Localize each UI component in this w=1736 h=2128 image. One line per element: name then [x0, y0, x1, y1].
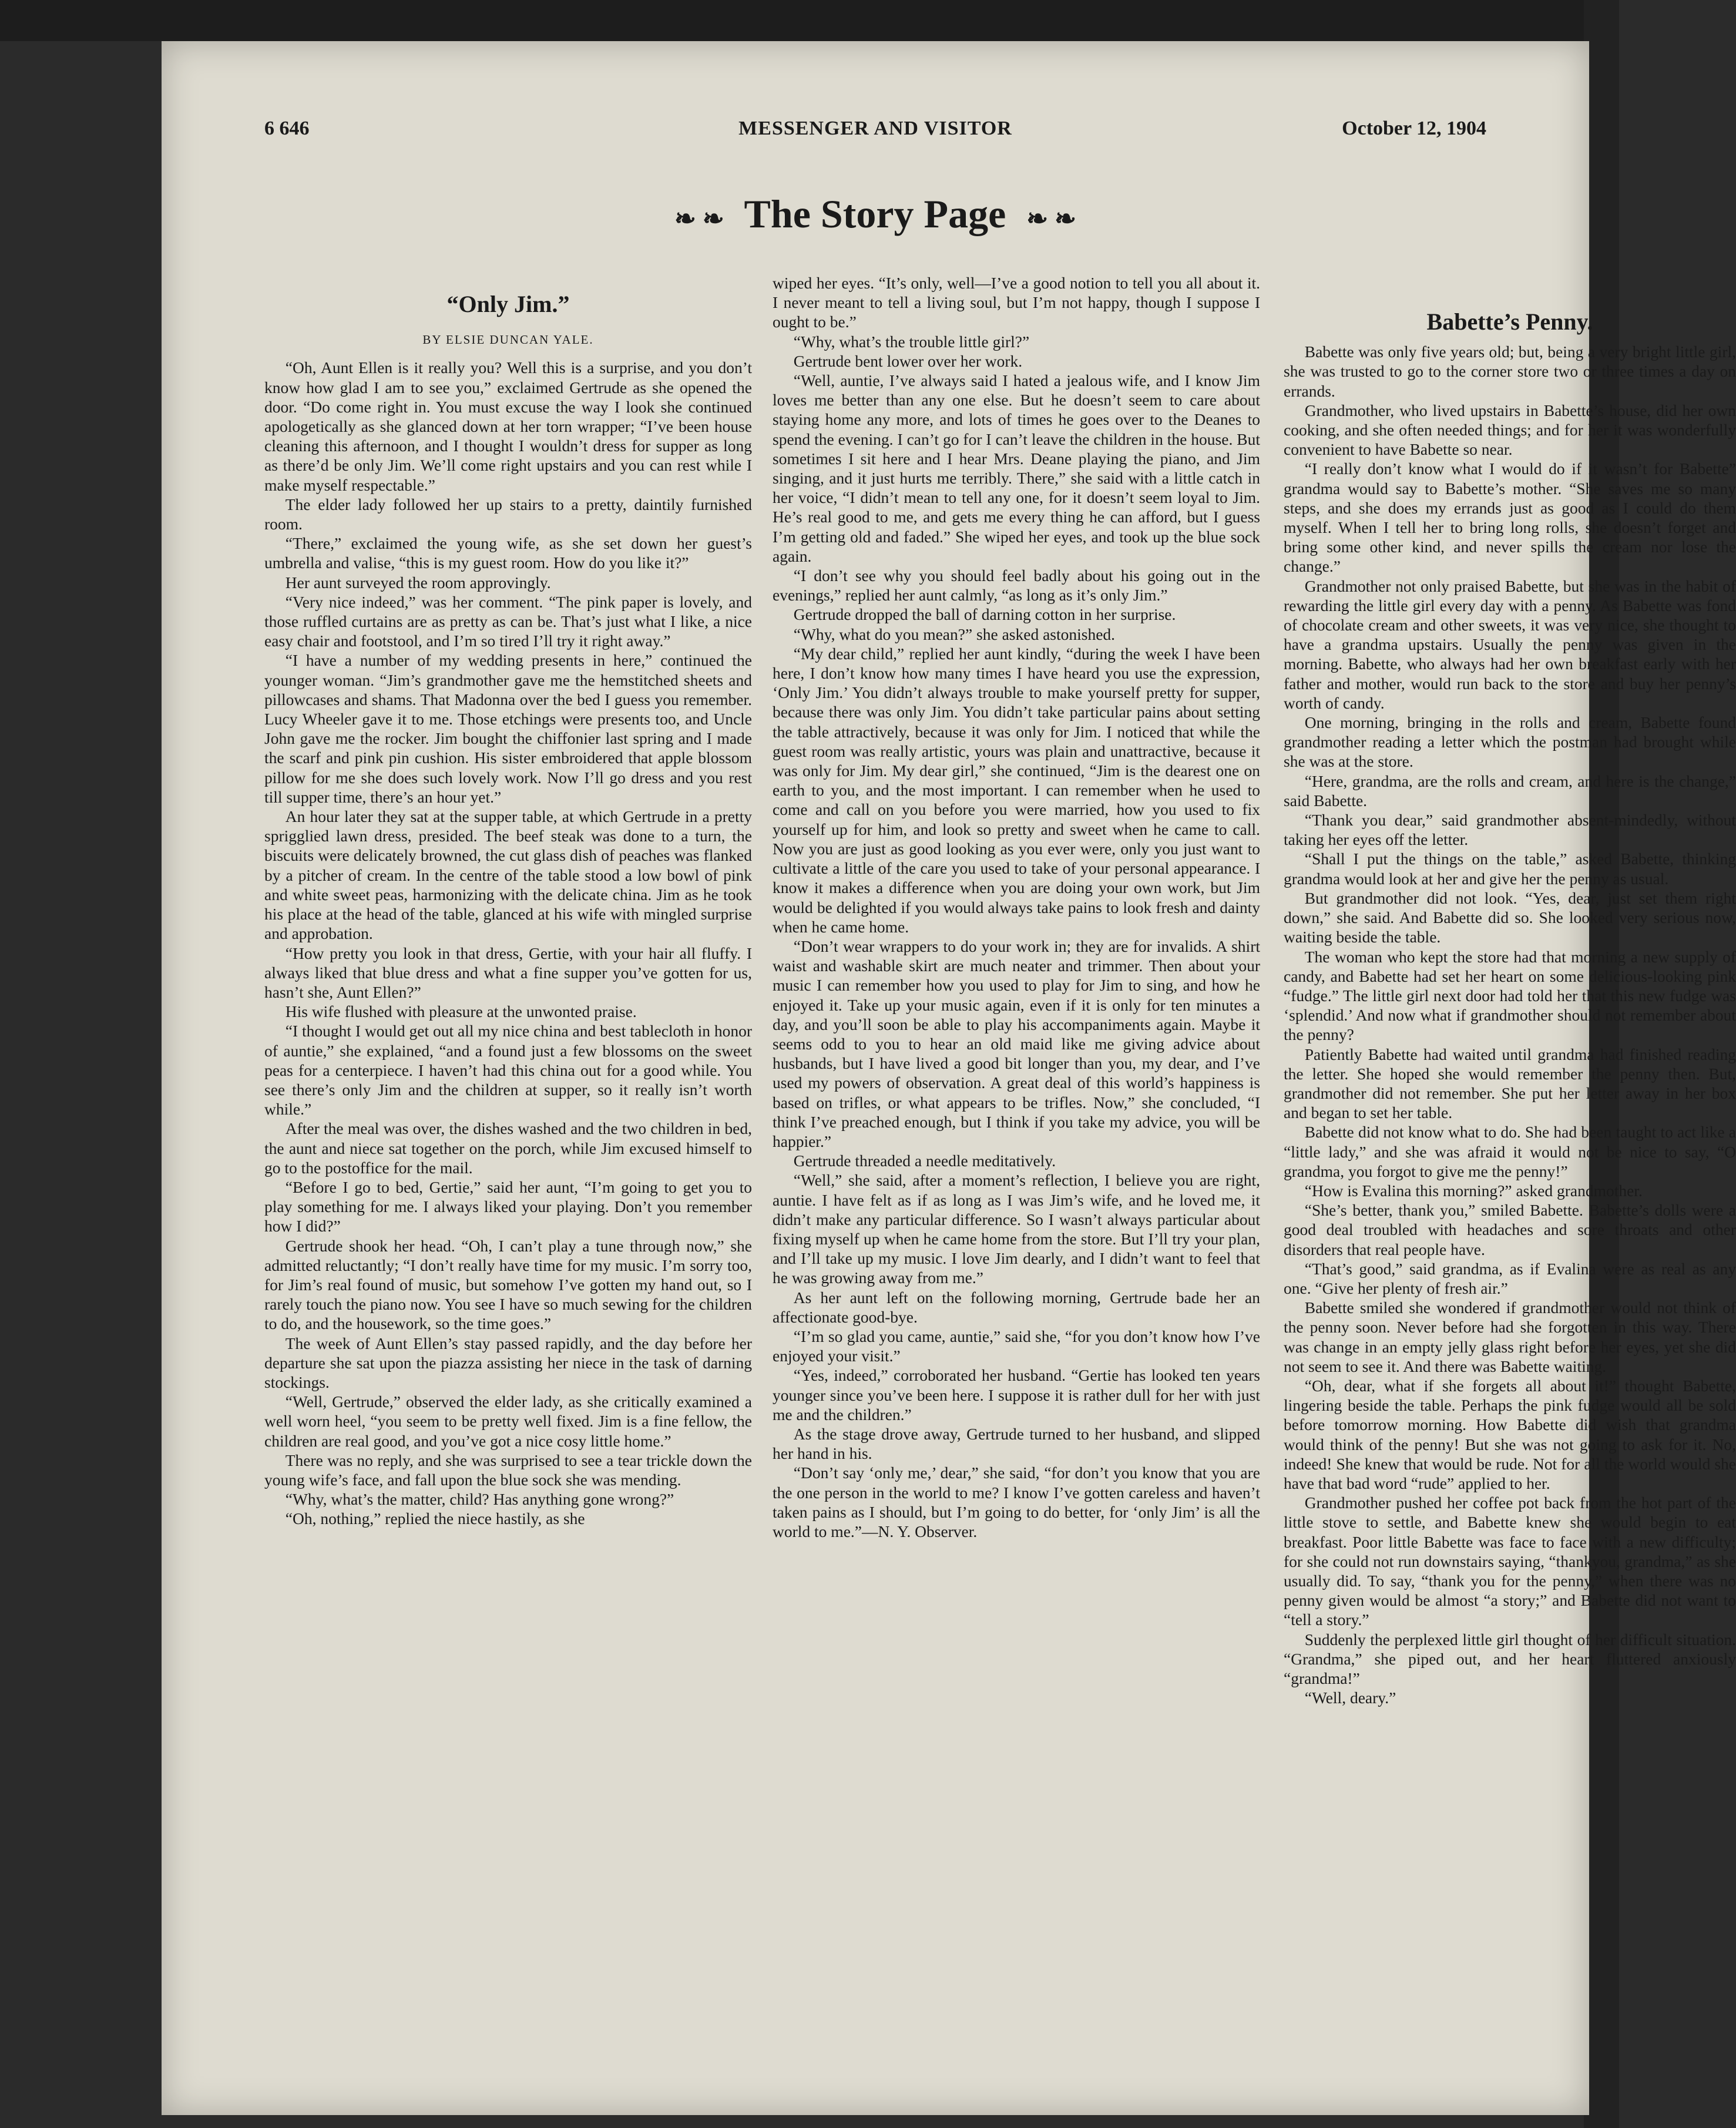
section-title: [162, 191, 1589, 237]
story-paragraph: His wife flushed with pleasure at the unwonted praise.: [285, 1002, 637, 1021]
story-paragraph: As her aunt left on the following morning, Gertrude bade her an affectionate good-bye.: [773, 1288, 1260, 1326]
story-paragraph: The woman who kept the store had that morning a new supply of candy, and Babette had set her heart on some delicious-looking pink “fudge.” The little girl next door had told her that this new fudge was ‘splendid.’ And now what if grandmother should not remember about the penny?: [1284, 947, 1736, 1044]
story-paragraph: “Well,” she said, after a moment’s reflection, I believe you are right, auntie. I have felt as if as long as I was Jim’s wife, and he loved me, it didn’t make any particular difference. So I wasn’t always particular about fixing myself up when he came home from the store. But I’ll try your plan, and I’ll take up my music. I love Jim dearly, and I didn’t want to feel that he was growing away from me.”: [773, 1171, 1260, 1287]
story-paragraph: “I’m so glad you came, auntie,” said she, “for you don’t know how I’ve enjoyed your visit.”: [773, 1327, 1260, 1365]
story-title-only-jim: “Only Jim.”: [446, 291, 570, 317]
story-paragraph: Gertrude dropped the ball of darning cotton in her surprise.: [793, 605, 1176, 624]
story-paragraph: Gertrude shook her head. “Oh, I can’t play a tune through now,” she admitted reluctantly; “I don’t really have time for my music. I’m sorry too, for Jim’s real found of music, but somehow I’ve gotten my hand out, so I rarely touch the piano now. You see I have so much sewing for the children to do, and the housework, so the time goes.”: [264, 1236, 752, 1333]
column-3: [1284, 273, 1736, 2095]
story-title-babettes-penny: Babette’s Penny.: [1426, 308, 1593, 335]
story-paragraph: The elder lady followed her up stairs to a pretty, daintily furnished room.: [264, 495, 752, 533]
story-paragraph: “I have a number of my wedding presents in here,” continued the younger woman. “Jim’s grandmother gave me the hemstitched sheets and pillowcases and shams. That Madonna over the bed I guess you remember. Lucy Wheeler gave it to me. Those etchings were presents too, and Uncle John gave me the rocker. Jim bought the chiffonier last spring and I made the scarf and pink pin cushion. His sister embroidered that apple blossom pillow for me she does such lovely work. Now I’ll go dress and you rest till supper time, there’s an hour yet.”: [264, 651, 752, 806]
section-title-text: The Story Page: [744, 192, 1006, 236]
story-paragraph: “Yes, indeed,” corroborated her husband. “Gertie has looked ten years younger since you’ve been here. I suppose it is rather dull for her with just me and the children.”: [773, 1366, 1260, 1424]
column-2: [773, 273, 1260, 2095]
story-paragraph: An hour later they sat at the supper table, at which Gertrude in a pretty sprigglied lawn dress, presided. The beef steak was done to a turn, the biscuits were delicately browned, the cut glass dish of peaches was flanked by a pitcher of cream. In the centre of the table stood a low bowl of pink and white sweet peas, harmonizing with the delicate china. Jim as he took his place at the head of the table, glanced at his wife with mingled surprise and approbation.: [264, 807, 752, 943]
story-byline: BY ELSIE DUNCAN YALE.: [422, 333, 594, 347]
story-paragraph: There was no reply, and she was surprised to see a tear trickle down the young wife’s face, and fall upon the blue sock she was mending.: [264, 1451, 752, 1489]
story-paragraph: One morning, bringing in the rolls and cream, Babette found grandmother reading a letter which the postman had brought while she was at the store.: [1284, 713, 1736, 771]
story-paragraph: “Why, what’s the trouble little girl?”: [793, 332, 1030, 351]
story-paragraph: “There,” exclaimed the young wife, as she set down her guest’s umbrella and valise, “this is my guest room. How do you like it?”: [264, 534, 752, 572]
story-paragraph: The week of Aunt Ellen’s stay passed rapidly, and the day before her departure she sat upon the piazza assisting her niece in the task of darning stockings.: [264, 1334, 752, 1391]
story-paragraph: Grandmother, who lived upstairs in Babette’s house, did her own cooking, and she often needed things; and for her it was wonderfully convenient to have Babette so near.: [1284, 401, 1736, 459]
story-paragraph: But grandmother did not look. “Yes, dear, just set them right down,” she said. And Babette did so. She looked very serious now, waiting beside the table.: [1284, 888, 1736, 946]
issue-date: October 12, 1904: [1342, 118, 1486, 139]
page-number: 6 646: [264, 118, 310, 139]
story-paragraph: Babette did not know what to do. She had been taught to act like a “little lady,” and she was afraid it would not be nice to say, “O grandma, you forgot to give me the penny!”: [1284, 1123, 1736, 1180]
story-paragraph: “Why, what’s the matter, child? Has anything gone wrong?”: [285, 1490, 674, 1509]
story-paragraph: “Thank you dear,” said grandmother absent-mindedly, without taking her eyes off the letter.: [1284, 811, 1736, 849]
story-paragraph: “Very nice indeed,” was her comment. “The pink paper is lovely, and those ruffled curtains are as pretty as can be. That’s just what I like, a nice easy chair and footstool, and I’m so tired I’ll try it right away.”: [264, 592, 752, 650]
story-paragraph: Her aunt surveyed the room approvingly.: [285, 573, 551, 592]
story-paragraph: “Don’t say ‘only me,’ dear,” she said, “for don’t you know that you are the one person in the world to me? I know I’ve gotten careless and haven’t taken pains as I should, but I’m going to do better, for ‘only Jim’ is all the world to me.”—N. Y. Observer.: [773, 1464, 1260, 1540]
story-paragraph: “Why, what do you mean?” she asked astonished.: [793, 625, 1116, 643]
column-1: [264, 273, 752, 2095]
story-paragraph: “Oh, Aunt Ellen is it really you? Well this is a surprise, and you don’t know how glad I am to see you,” exclaimed Gertrude as she opened the door. “Do come right in. You must excuse the way I look she continued apologetically as she glanced down at her torn wrapper; “I’ve been house cleaning this afternoon, and I thought I wouldn’t dress for supper as long as there’d be only Jim. We’ll come right upstairs and you can rest while I make myself respectable.”: [264, 358, 752, 494]
newspaper-page: [162, 41, 1736, 2115]
story-paragraph: “Well, auntie, I’ve always said I hated a jealous wife, and I know Jim loves me better than any one else. But he doesn’t seem to care about staying home any more, and lots of times he goes over to the Deanes to spend the evening. I can’t go for I can’t leave the children in the house. But sometimes I sit here and I hear Mrs. Deane playing the piano, and Jim singing, and it just hurts me terribly. There,” she said with a little catch in her voice, “I didn’t mean to tell any one, for it doesn’t seem loyal to Jim. He’s real good to me, and gets me every thing he can afford, but I guess I’m getting old and faded.” She wiped her eyes, and took up the blue sock again.: [773, 371, 1260, 565]
masthead: MESSENGER AND VISITOR: [738, 118, 1012, 139]
story-paragraph: “Well, Gertrude,” observed the elder lady, as she critically examined a well worn heel, “you seem to be pretty well fixed. Jim is a fine fellow, the children are real good, and you’ve got a nice cosy little home.”: [264, 1392, 752, 1450]
story-paragraph: Gertrude threaded a needle meditatively.: [793, 1152, 1056, 1170]
story-paragraph: Suddenly the perplexed little girl thought of her difficult situation. “Grandma,” she piped out, and her heart fluttered anxiously “grandma!”: [1284, 1630, 1736, 1688]
story-paragraph: Grandmother pushed her coffee pot back from the hot part of the little stove to settle, and Babette knew she would begin to eat breakfast. Poor little Babette was face to face with a new difficulty; for she could not run downstairs saying, “thankyou, grandma,” as she usually did. To say, “thank you for the penny,” when there was no penny given would be almost “a story;” and Babette did not want to “tell a story.”: [1284, 1493, 1736, 1629]
fleuron-icon: ❧ ❧: [674, 204, 724, 233]
story-paragraph: “Here, grandma, are the rolls and cream, and here is the change,” said Babette.: [1284, 771, 1736, 810]
story-paragraph: Babette smiled she wondered if grandmother would not think of the penny soon. Never before had she forgotten in this way. There was change in an empty jelly glass right before her eyes, yet she did not seem to see it. And there was Babette waiting.: [1284, 1298, 1736, 1375]
story-paragraph: “Don’t wear wrappers to do your work in; they are for invalids. A shirt waist and washable skirt are much neater and trimmer. Then about your music I can remember how you used to play for Jim to sing, and how he enjoyed it. Take up your music again, even if it is only for ten minutes a day, and you’ll soon be able to play his accompaniments again. Maybe it seems odd to you to hear an old maid like me giving advice about husbands, but I have lived a good bit longer than you, my dear, and I’ve used my powers of observation. A great deal of this world’s happiness is based on trifles, or what appears to be trifles. Now,” she concluded, “I think I’ve preached enough, but I think if you take my advice, you will be happier.”: [773, 937, 1260, 1150]
story-paragraph: Gertrude bent lower over her work.: [793, 351, 1023, 370]
story-paragraph: “I really don’t know what I would do if it wasn’t for Babette” grandma would say to Babette’s mother. “She saves me so many steps, and she does my errands just as good as I could do them myself. When I tell her to bring long rolls, she doesn’t forget and bring some other kind, and never spills the cream nor lose the change.”: [1284, 459, 1736, 576]
story-paragraph: Patiently Babette had waited until grandma had finished reading the letter. She hoped she would remember the penny then. But, grandmother did not remember. She put her letter away in her box and began to set her table.: [1284, 1045, 1736, 1122]
story-paragraph: “I don’t see why you should feel badly about his going out in the evenings,” replied her aunt calmly, “as long as it’s only Jim.”: [773, 566, 1260, 605]
story-paragraph: After the meal was over, the dishes washed and the two children in bed, the aunt and niece sat together on the porch, while Jim excused himself to go to the postoffice for the mail.: [264, 1119, 752, 1177]
fleuron-icon: ❧ ❧: [1026, 204, 1076, 233]
story-paragraph: “Well, deary.”: [1304, 1689, 1396, 1707]
story-paragraph: “I thought I would get out all my nice china and best tablecloth in honor of auntie,” she explained, “and a found just a few blossoms on the sweet peas for a centerpiece. I haven’t had this china out for a good while. You see there’s only Jim and the children at supper, so it really isn’t worth while.”: [264, 1022, 753, 1119]
story-paragraph: “My dear child,” replied her aunt kindly, “during the week I have been here, I don’t know how many times I have heard you use the expression, ‘Only Jim.’ You didn’t always trouble to make yourself pretty for supper, because there was only Jim. You didn’t take particular pains about setting the table attractively, because it was only for Jim. I noticed that while the guest room was really artistic, yours was plain and unattractive, because it was only for Jim. My dear girl,” she continued, “Jim is the dearest one on earth to you, and the most important. I can remember when he used to come and call on you before you were married, how you used to fix yourself up for him, and look so pretty and sweet when he came to call. Now you are just as good looking as you ever were, only you just want to cultivate a little of the care you used to take of your personal appearance. I know it makes a difference when you are doing your own work, but Jim would be delighted if you would always take pains to look fresh and dainty when he came home.: [773, 644, 1260, 936]
story-paragraph: wiped her eyes. “It’s only, well—I’ve a good notion to tell you all about it. I never meant to tell a living soul, but I’m not happy, though I suppose I ought to be.”: [773, 274, 1260, 331]
story-paragraph: “Oh, nothing,” replied the niece hastily, as she: [285, 1509, 585, 1528]
story-paragraph: “She’s better, thank you,” smiled Babette. Babette’s dolls were a good deal troubled with headaches and sore throats and other disorders that real people have.: [1284, 1201, 1736, 1258]
story-paragraph: “Before I go to bed, Gertie,” said her aunt, “I’m going to get you to play something for me. I always liked your playing. Don’t you remember how I did?”: [264, 1177, 752, 1236]
story-paragraph: “That’s good,” said grandma, as if Evalina were as real as any one. “Give her plenty of fresh air.”: [1284, 1259, 1736, 1297]
story-paragraph: “Shall I put the things on the table,” asked Babette, thinking grandma would look at her and give her the penny as usual.: [1284, 850, 1736, 888]
story-paragraph: “Oh, dear, what if she forgets all about it!” thought Babette, lingering beside the table. Perhaps the pink fudge would all be sold before tomorrow morning. How Babette did wish that grandma would think of the penny! But she was not going to ask for it. No, indeed! She knew that would be rude. Not for all the world would she have that bad word “rude” applied to her.: [1284, 1376, 1736, 1492]
scan-border-top: [0, 0, 1619, 41]
page-header: [264, 118, 1486, 153]
story-paragraph: “How pretty you look in that dress, Gertie, with your hair all fluffy. I always liked that blue dress and what a fine supper you’ve gotten for us, hasn’t she, Aunt Ellen?”: [264, 944, 752, 1001]
story-paragraph: “How is Evalina this morning?” asked grandmother.: [1304, 1181, 1643, 1200]
story-paragraph: Babette was only five years old; but, being a very bright little girl, she was trusted to go to the corner store two or three times a day on errands.: [1284, 343, 1736, 400]
story-paragraph: Grandmother not only praised Babette, but she was in the habit of rewarding the little girl every day with a penny. As Babette was fond of chocolate cream and other sweets, it was very nice, she thought to have a grandma upstairs. Usually the penny was given in the morning. Babette, who always had her own breakfast early with her father and mother, would run back to the store and buy her penny’s worth of candy.: [1284, 576, 1736, 712]
story-paragraph: As the stage drove away, Gertrude turned to her husband, and slipped her hand in his.: [773, 1424, 1260, 1463]
